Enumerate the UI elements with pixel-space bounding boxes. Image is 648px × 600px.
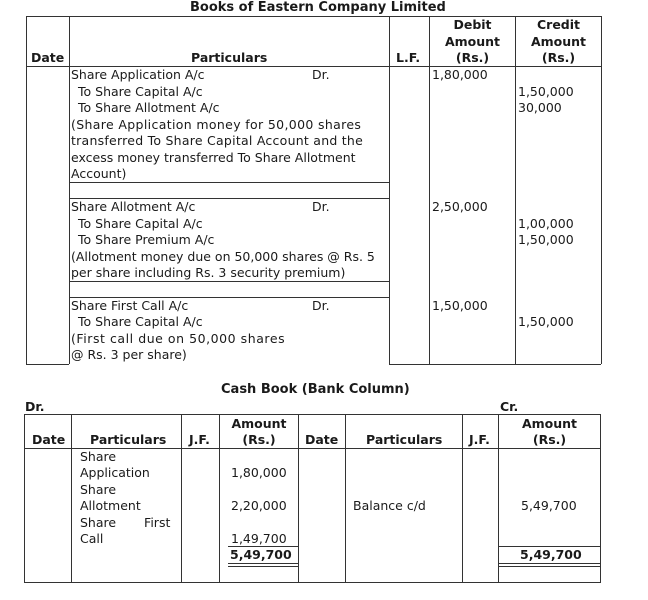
entry-1-credit-2-amount: 30,000 [518, 100, 562, 115]
cashbook-col-left [24, 414, 25, 582]
journal-narration-rule-1 [69, 182, 389, 183]
cashbook-title: Cash Book (Bank Column) [221, 382, 410, 397]
entry-1-narration-4: Account) [71, 166, 127, 181]
journal-header-credit-3: (Rs.) [541, 50, 576, 65]
entry-3-credit-1-amount: 1,50,000 [518, 314, 574, 329]
cashbook-dr-total: 5,49,700 [230, 547, 292, 562]
entry-2-narration-1: (Allotment money due on 50,000 shares @ Rs. 5 [71, 249, 375, 264]
journal-title: Books of Eastern Company Limited [190, 0, 446, 15]
entry-2-credit-2-amount: 1,50,000 [518, 232, 574, 247]
cashbook-dr-header-particulars: Particulars [90, 432, 167, 447]
cashbook-dr-particulars-3: Share [80, 482, 117, 497]
cashbook-cr-header-particulars: Particulars [366, 432, 443, 447]
cashbook-dr-label: Dr. [25, 399, 45, 414]
entry-2-narration-2: per share including Rs. 3 security premium) [71, 265, 346, 280]
entry-1-credit-1-account: To Share Capital A/c [78, 84, 203, 99]
entry-1-narration-3: excess money transferred To Share Allotment [71, 150, 356, 165]
cashbook-col-cr-particulars [345, 414, 346, 582]
journal-header-debit-1: Debit [453, 17, 492, 32]
cashbook-cr-total: 5,49,700 [520, 547, 582, 562]
entry-1-narration-1: (Share Application money for 50,000 shares [71, 117, 362, 132]
cashbook-cr-total-bottom-1 [498, 563, 600, 564]
cashbook-dr-amount-1: 1,80,000 [231, 465, 287, 480]
entry-2-credit-1-account: To Share Capital A/c [78, 216, 203, 231]
entry-3-debit-amount: 1,50,000 [432, 298, 488, 313]
journal-bottom-border-right [389, 364, 601, 365]
entry-1-debit-account: Share Application A/c [71, 67, 205, 82]
entry-2-credit-1-amount: 1,00,000 [518, 216, 574, 231]
entry-3-credit-1-account: To Share Capital A/c [78, 314, 203, 329]
cashbook-top-border [24, 414, 601, 415]
cashbook-bottom-border [24, 582, 601, 583]
cashbook-cr-total-bottom-2 [498, 566, 600, 567]
entry-1-narration-2: transferred To Share Capital Account and the [71, 133, 364, 148]
entry-2-debit-account: Share Allotment A/c [71, 199, 196, 214]
entry-3-narration-1: (First call due on 50,000 shares [71, 331, 286, 346]
cashbook-dr-particulars-4: Allotment [80, 498, 141, 513]
cashbook-dr-total-bottom-2 [228, 566, 298, 567]
cashbook-dr-amount-3: 1,49,700 [231, 531, 287, 546]
journal-header-credit-1: Credit [536, 17, 581, 32]
journal-header-lf: L.F. [396, 50, 421, 65]
cashbook-col-cr-jf [462, 414, 463, 582]
cashbook-dr-header-date: Date [32, 432, 66, 447]
journal-header-credit-2: Amount [530, 34, 587, 49]
journal-bottom-border [26, 364, 69, 365]
cashbook-dr-particulars-1: Share [80, 449, 117, 464]
journal-narration-rule-2 [69, 281, 389, 282]
cashbook-col-middle [298, 414, 299, 582]
journal-col-right [601, 16, 602, 364]
cashbook-cr-particulars: Balance c/d [353, 498, 426, 513]
cashbook-cr-amount: 5,49,700 [521, 498, 577, 513]
cashbook-cr-header-jf: J.F. [469, 432, 490, 447]
cashbook-dr-particulars-5: Share First [80, 515, 171, 530]
entry-3-dr: Dr. [312, 298, 330, 313]
journal-col-date-left [26, 16, 27, 364]
entry-3-narration-2: @ Rs. 3 per share) [71, 347, 187, 362]
entry-1-credit-2-account: To Share Allotment A/c [78, 100, 220, 115]
cashbook-dr-particulars-2: Application [80, 465, 150, 480]
cashbook-cr-header-amount-1: Amount [521, 416, 578, 431]
entry-2-credit-2-account: To Share Premium A/c [78, 232, 215, 247]
entry-1-debit-amount: 1,80,000 [432, 67, 488, 82]
entry-1-credit-1-amount: 1,50,000 [518, 84, 574, 99]
cashbook-col-right [600, 414, 601, 582]
journal-header-particulars: Particulars [191, 50, 268, 65]
entry-2-debit-amount: 2,50,000 [432, 199, 488, 214]
cashbook-cr-header-date: Date [305, 432, 339, 447]
cashbook-cr-header-amount-2: (Rs.) [532, 432, 567, 447]
entry-1-dr: Dr. [312, 67, 330, 82]
cashbook-dr-header-amount-1: Amount [231, 416, 287, 431]
journal-col-lf-left [389, 16, 390, 364]
journal-col-credit-left [515, 16, 516, 364]
journal-header-debit-2: Amount [444, 34, 501, 49]
journal-col-debit-left [429, 16, 430, 364]
cashbook-dr-header-jf: J.F. [189, 432, 210, 447]
journal-col-particulars-left [69, 16, 70, 364]
journal-header-debit-3: (Rs.) [455, 50, 490, 65]
cashbook-col-jf [181, 414, 182, 582]
entry-2-dr: Dr. [312, 199, 330, 214]
cashbook-dr-particulars-6: Call [80, 531, 104, 546]
cashbook-dr-header-amount-2: (Rs.) [242, 432, 276, 447]
journal-header-date: Date [31, 50, 65, 65]
cashbook-cr-label: Cr. [500, 399, 519, 414]
cashbook-dr-amount-2: 2,20,000 [231, 498, 287, 513]
entry-3-debit-account: Share First Call A/c [71, 298, 189, 313]
cashbook-dr-total-bottom-1 [228, 563, 298, 564]
cashbook-col-particulars [71, 414, 72, 582]
